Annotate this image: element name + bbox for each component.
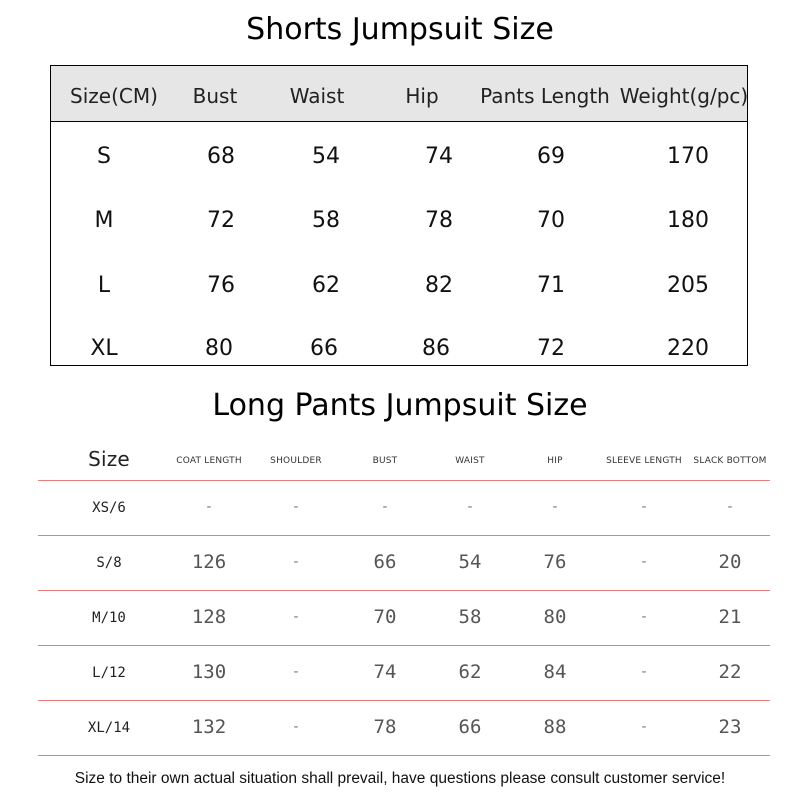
value-cell: - xyxy=(291,664,301,680)
size-cell: L/12 xyxy=(92,665,126,681)
value-cell: - xyxy=(639,719,649,735)
shorts-size-table xyxy=(50,65,748,366)
value-cell: 78 xyxy=(373,716,397,738)
header-cell: SHOULDER xyxy=(270,456,322,466)
value-cell: 62 xyxy=(312,273,340,298)
size-cell: M/10 xyxy=(92,610,126,626)
shorts-table-header xyxy=(51,66,747,122)
long-pants-size-title: Long Pants Jumpsuit Size xyxy=(212,388,588,423)
size-cell: XS/6 xyxy=(92,500,126,516)
value-cell: 71 xyxy=(537,273,565,298)
value-cell: 220 xyxy=(667,336,709,361)
value-cell: 20 xyxy=(718,551,742,573)
value-cell: 88 xyxy=(543,716,567,738)
shorts-size-title: Shorts Jumpsuit Size xyxy=(246,12,554,47)
value-cell: - xyxy=(550,499,560,515)
table-row xyxy=(51,273,747,313)
table-row xyxy=(38,536,770,591)
value-cell: - xyxy=(291,554,301,570)
table-row xyxy=(38,591,770,646)
value-cell: 76 xyxy=(207,273,235,298)
value-cell: 22 xyxy=(718,661,742,683)
value-cell: 23 xyxy=(718,716,742,738)
value-cell: 66 xyxy=(373,551,397,573)
value-cell: - xyxy=(291,719,301,735)
value-cell: - xyxy=(380,499,390,515)
value-cell: 84 xyxy=(543,661,567,683)
value-cell: 130 xyxy=(191,661,227,683)
size-cell: XL xyxy=(90,336,118,361)
value-cell: 128 xyxy=(191,606,227,628)
value-cell: 132 xyxy=(191,716,227,738)
value-cell: 54 xyxy=(458,551,482,573)
table-row xyxy=(51,208,747,248)
value-cell: 86 xyxy=(422,336,450,361)
value-cell: 74 xyxy=(425,144,453,169)
value-cell: 72 xyxy=(537,336,565,361)
value-cell: - xyxy=(204,499,214,515)
value-cell: 76 xyxy=(543,551,567,573)
value-cell: 126 xyxy=(191,551,227,573)
value-cell: 205 xyxy=(667,273,709,298)
value-cell: - xyxy=(639,554,649,570)
table-row xyxy=(51,336,747,376)
value-cell: 70 xyxy=(537,208,565,233)
size-cell: L xyxy=(97,273,111,298)
value-cell: 80 xyxy=(205,336,233,361)
size-cell: S/8 xyxy=(96,555,122,571)
header-cell: SLACK BOTTOM xyxy=(693,456,767,466)
value-cell: 70 xyxy=(373,606,397,628)
value-cell: 66 xyxy=(310,336,338,361)
long-pants-size-table xyxy=(38,440,770,760)
header-cell: Bust xyxy=(192,84,238,108)
value-cell: - xyxy=(291,499,301,515)
header-cell: SLEEVE LENGTH xyxy=(606,456,682,466)
value-cell: 58 xyxy=(312,208,340,233)
size-cell: M xyxy=(94,208,114,233)
row-divider xyxy=(38,755,770,756)
value-cell: 68 xyxy=(207,144,235,169)
size-cell: XL/14 xyxy=(87,720,131,736)
long-table-header xyxy=(38,440,770,480)
value-cell: 180 xyxy=(667,208,709,233)
value-cell: - xyxy=(725,499,735,515)
value-cell: 170 xyxy=(667,144,709,169)
table-row xyxy=(51,144,747,184)
value-cell: 80 xyxy=(543,606,567,628)
value-cell: - xyxy=(639,499,649,515)
header-cell: Hip xyxy=(405,84,439,108)
value-cell: 54 xyxy=(312,144,340,169)
header-cell: Size(CM) xyxy=(70,84,158,108)
size-disclaimer-note: Size to their own actual situation shall prevail, have questions please consult customer service! xyxy=(74,770,726,787)
header-cell: COAT LENGTH xyxy=(176,456,242,466)
value-cell: 66 xyxy=(458,716,482,738)
table-row xyxy=(38,701,770,756)
header-cell: WAIST xyxy=(455,456,485,466)
value-cell: 21 xyxy=(718,606,742,628)
table-row xyxy=(38,481,770,536)
header-cell: Waist xyxy=(289,84,345,108)
size-cell: S xyxy=(97,144,111,169)
table-row xyxy=(38,646,770,701)
value-cell: 82 xyxy=(425,273,453,298)
value-cell: - xyxy=(639,609,649,625)
value-cell: - xyxy=(639,664,649,680)
header-cell: HIP xyxy=(547,456,563,466)
header-cell: Pants Length xyxy=(480,84,610,108)
value-cell: 78 xyxy=(425,208,453,233)
value-cell: - xyxy=(465,499,475,515)
header-cell: BUST xyxy=(372,456,398,466)
value-cell: - xyxy=(291,609,301,625)
header-cell: Weight(g/pc) xyxy=(619,84,749,108)
value-cell: 58 xyxy=(458,606,482,628)
value-cell: 72 xyxy=(207,208,235,233)
value-cell: 74 xyxy=(373,661,397,683)
value-cell: 69 xyxy=(537,144,565,169)
value-cell: 62 xyxy=(458,661,482,683)
header-cell: Size xyxy=(88,447,130,471)
